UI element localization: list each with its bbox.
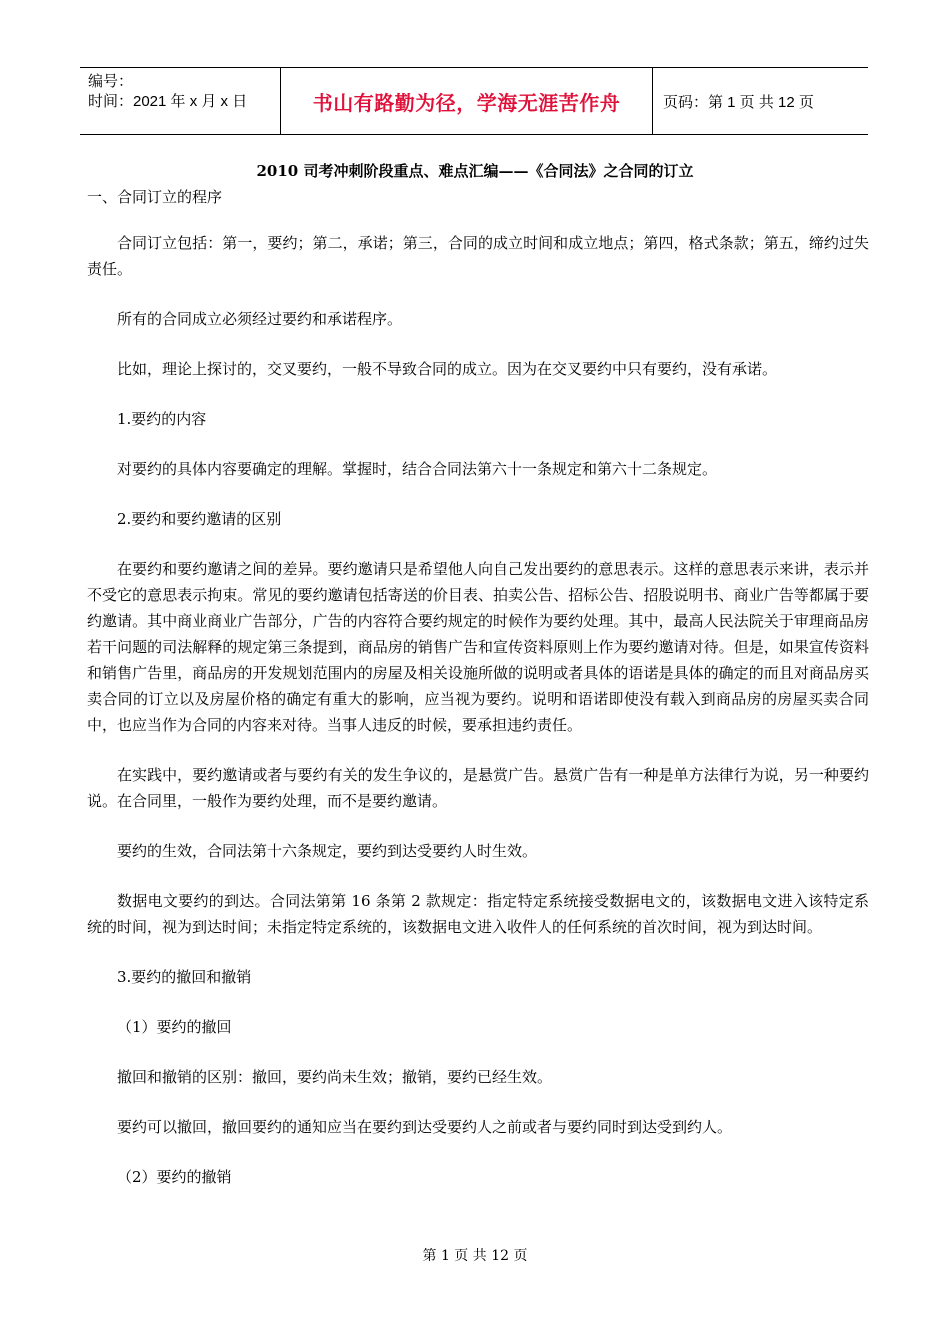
body-paragraph: 要约可以撤回，撤回要约的通知应当在要约到达受要约人之前或者与要约同时到达受到约人。	[117, 1118, 733, 1136]
section-heading: 一、合同订立的程序	[87, 188, 223, 206]
number-label: 编号：	[88, 73, 134, 90]
body-paragraph: 撤回和撤销的区别：撤回，要约尚未生效；撤销，要约已经生效。	[117, 1068, 553, 1086]
body-paragraph: 比如，理论上探讨的，交叉要约，一般不导致合同的成立。因为在交叉要约中只有要约，没有承诺。	[117, 360, 778, 378]
subsection-heading: （2）要约的撤销	[117, 1168, 232, 1186]
body-paragraph: 对要约的具体内容要确定的理解。掌握时，结合合同法第六十一条规定和第六十二条规定。	[117, 460, 718, 478]
subsection-heading: （1）要约的撤回	[117, 1018, 232, 1036]
subsection-heading: 3.要约的撤回和撤销	[117, 968, 252, 986]
document-body	[87, 184, 869, 1214]
header-motto-cell	[281, 68, 653, 134]
subsection-heading: 2.要约和要约邀请的区别	[117, 510, 282, 528]
body-paragraph: 在实践中，要约邀请或者与要约有关的发生争议的，是悬赏广告。悬赏广告有一种是单方法律行为说，另一种要约说。在合同里，一般作为要约处理，而不是要约邀请。	[87, 766, 869, 810]
subsection-heading: 1.要约的内容	[117, 410, 207, 428]
header-meta	[80, 68, 281, 134]
body-paragraph: 所有的合同成立必须经过要约和承诺程序。	[117, 310, 403, 328]
time-label: 时间：2021 年 x 月 x 日	[88, 93, 248, 110]
body-paragraph: 要约的生效，合同法第十六条规定，要约到达受要约人时生效。	[117, 842, 538, 860]
body-paragraph: 合同订立包括：第一，要约；第二，承诺；第三，合同的成立时间和成立地点；第四，格式条款；第五，缔约过失责任。	[87, 234, 869, 278]
header-page-cell	[653, 68, 868, 134]
page-header	[80, 67, 868, 135]
body-paragraph: 在要约和要约邀请之间的差异。要约邀请只是希望他人向自己发出要约的意思表示。这样的意思表示来讲，表示并不受它的意思表示拘束。常见的要约邀请包括寄送的价目表、拍卖公告、招标公告、招股说明书、商业广告等都属于要约邀请。其中商业商业广告部分，广告的内容符合要约规定的时候作为要约处理。其中，最高人民法院关于审理商品房若干问题的司法解释的规定第三条提到，商品房的销售广告和宣传资料原则上作为要约邀请对待。但是，如果宣传资料和销售广告里，商品房的开发规划范围内的房屋及相关设施所做的说明或者具体的语诺是具体的确定的而且对商品房买卖合同的订立以及房屋价格的确定有重大的影响，应当视为要约。说明和语诺即使没有载入到商品房的房屋买卖合同中，也应当作为合同的内容来对待。当事人违反的时候，要承担违约责任。	[87, 560, 869, 734]
document-title: 2010 司考冲刺阶段重点、难点汇编——《合同法》之合同的订立	[256, 162, 694, 180]
body-paragraph: 数据电文要约的到达。合同法第第 16 条第 2 款规定：指定特定系统接受数据电文的，该数据电文进入该特定系统的时间，视为到达时间；未指定特定系统的，该数据电文进入收件人的任何系统的首次时间，视为到达时间。	[87, 892, 869, 936]
motto-text: 书山有路勤为径，学海无涯苦作舟	[312, 90, 621, 115]
page-footer: 第 1 页 共 12 页	[422, 1248, 528, 1264]
page-info: 页码：第 1 页 共 12 页	[663, 93, 814, 111]
